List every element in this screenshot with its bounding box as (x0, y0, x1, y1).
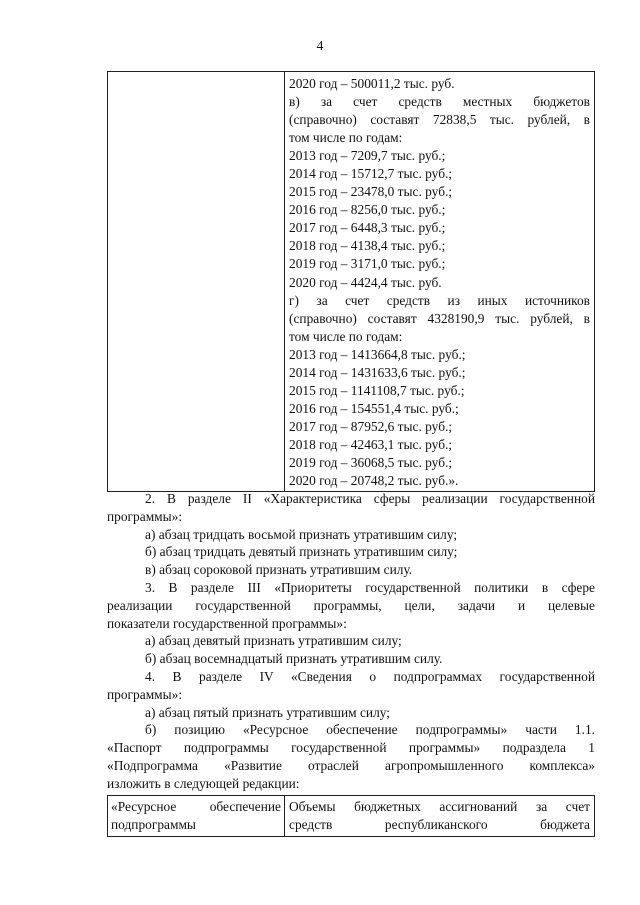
funding-line-line: 2019 год – 36068,5 тыс. руб.; (289, 454, 453, 470)
resource-table-row (108, 796, 595, 837)
resource-label-lines (111, 798, 281, 834)
funding-line-line: 2016 год – 8256,0 тыс. руб.; (289, 202, 446, 218)
document-body (107, 490, 595, 793)
resource-label-line-line: «Ресурсное обеспечение (111, 799, 281, 814)
document-body-line: реализации государственной программы, цели, задачи и целевые (107, 597, 595, 613)
funding-table-right-cell (285, 72, 595, 492)
document-body-line: показатели государственной программы»: (107, 615, 347, 631)
funding-line-line: том числе по годам: (289, 130, 403, 146)
resource-table (107, 795, 595, 837)
funding-table-row (108, 72, 595, 492)
funding-lines (289, 75, 590, 490)
resource-table-label-cell (108, 796, 285, 837)
funding-line-line: 2020 год – 4424,4 тыс. руб. (289, 274, 442, 290)
document-body-line: 3. В разделе III «Приоритеты государственной политики в сфере (145, 579, 595, 595)
funding-line-line: 2015 год – 23478,0 тыс. руб.; (289, 184, 453, 200)
document-body-line: 2. В разделе II «Характеристика сферы реализации государственной (145, 491, 595, 506)
resource-value-line-line: Объемы бюджетных ассигнований за счет (289, 799, 590, 814)
funding-line-line: в) за счет средств местных бюджетов (289, 94, 590, 110)
resource-value-line-line: средств республиканского бюджета (289, 817, 590, 832)
funding-line-line: 2019 год – 3171,0 тыс. руб.; (289, 256, 446, 272)
document-body-line: в) абзац сороковой признать утратившим силу. (145, 562, 413, 578)
funding-line-line: 2013 год – 7209,7 тыс. руб.; (289, 148, 446, 164)
document-body-line: а) абзац пятый признать утратившим силу; (145, 704, 390, 720)
funding-line-line: 2018 год – 42463,1 тыс. руб.; (289, 436, 453, 452)
page-number: 4 (316, 38, 324, 53)
resource-table-value-cell (285, 796, 595, 837)
document-body-line: изложить в следующей редакции: (107, 775, 300, 791)
document-body-line: б) абзац тридцать девятый признать утратившим силу; (145, 544, 458, 560)
funding-line-line: 2020 год – 20748,2 тыс. руб.». (289, 473, 459, 489)
funding-line-line: том числе по годам: (289, 328, 403, 344)
document-body-line: б) позицию «Ресурсное обеспечение подпрограммы» части 1.1. (145, 722, 595, 738)
funding-line-line: 2014 год – 15712,7 тыс. руб.; (289, 166, 453, 182)
document-body-line: программы»: (107, 686, 183, 702)
funding-line-line: 2017 год – 6448,3 тыс. руб.; (289, 220, 446, 236)
document-body-line: а) абзац девятый признать утратившим силу; (145, 633, 402, 649)
resource-value-lines (289, 798, 590, 834)
funding-table (107, 71, 595, 492)
funding-line-line: 2013 год – 1413664,8 тыс. руб.; (289, 346, 466, 362)
funding-line-line: (справочно) составят 4328190,9 тыс. рублей, в (289, 310, 590, 326)
funding-line-line: (справочно) составят 72838,5 тыс. рублей, в (289, 112, 590, 128)
funding-line-line: 2017 год – 87952,6 тыс. руб.; (289, 418, 453, 434)
resource-label-line-line: подпрограммы (111, 817, 196, 832)
funding-table-left-cell (108, 72, 285, 492)
funding-line-line: 2018 год – 4138,4 тыс. руб.; (289, 238, 446, 254)
document-body-line: программы»: (107, 508, 183, 524)
funding-line-line: 2016 год – 154551,4 тыс. руб.; (289, 400, 459, 416)
funding-line-line: 2015 год – 1141108,7 тыс. руб.; (289, 382, 465, 398)
funding-line-line: 2020 год – 500011,2 тыс. руб. (289, 76, 455, 91)
document-body-line: 4. В разделе IV «Сведения о подпрограммах государственной (145, 668, 595, 684)
funding-line-line: 2014 год – 1431633,6 тыс. руб.; (289, 364, 466, 380)
document-body-line: «Паспорт подпрограммы государственной программы» подраздела 1 (107, 740, 595, 756)
funding-line-line: г) за счет средств из иных источников (289, 292, 590, 308)
document-body-line: «Подпрограмма «Развитие отраслей агропромышленного комплекса» (107, 757, 595, 773)
document-body-line: а) абзац тридцать восьмой признать утратившим силу; (145, 526, 458, 542)
document-body-line: б) абзац восемнадцатый признать утратившим силу. (145, 651, 443, 667)
